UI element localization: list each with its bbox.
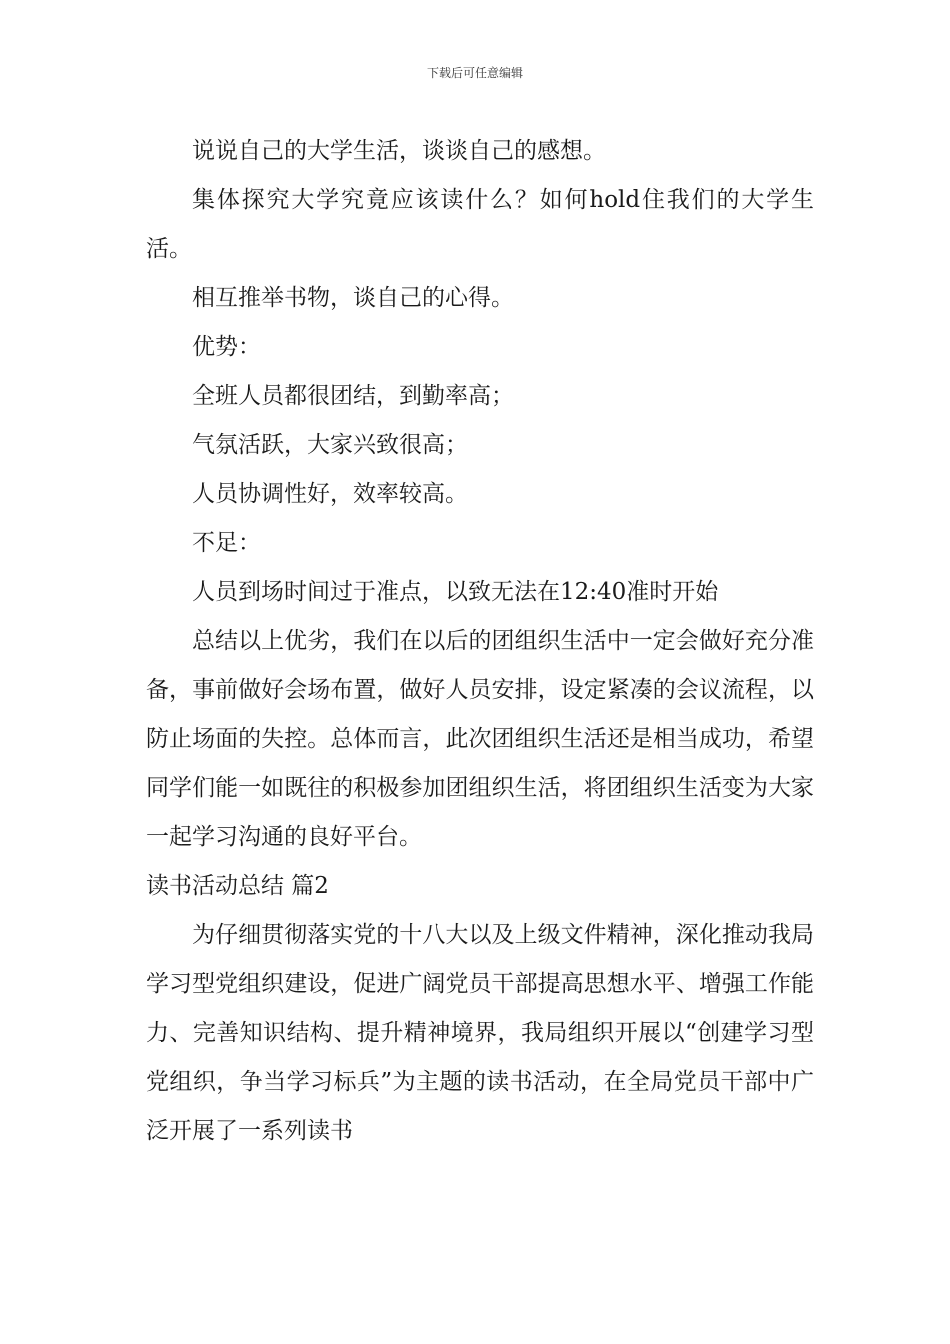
heading-advantages: 优势： — [192, 334, 261, 360]
section-title: 读书活动总结 篇2 — [146, 873, 329, 899]
advantage-item-efficiency: 人员协调性好，效率较高。 — [192, 481, 468, 507]
page-header-note: 下载后可任意编辑 — [426, 66, 523, 80]
advantage-item-unity: 全班人员都很团结，到勤率高； — [192, 383, 514, 409]
document-body — [146, 127, 814, 1156]
paragraph-book-recommend: 相互推举书物，谈自己的心得。 — [192, 285, 514, 311]
paragraph-university-life: 说说自己的大学生活，谈谈自己的感想。 — [192, 138, 606, 164]
advantage-item-atmosphere: 气氛活跃，大家兴致很高； — [192, 432, 468, 458]
shortcoming-item-punctuality: 人员到场时间过于准点，以致无法在12:40准时开始 — [192, 579, 719, 605]
heading-shortcomings: 不足： — [192, 530, 261, 556]
paragraph-reading-activity: 为仔细贯彻落实党的十八大以及上级文件精神，深化推动我局学习型党组织建设，促进广阔党员干部提高思想水平、增强工作能力、完善知识结构、提升精神境界，我局组织开展以“创建学习型党组织，争当学习标兵”为主题的读书活动，在全局党员干部中广泛开展了一系列读书 — [146, 922, 814, 1144]
paragraph-summary: 总结以上优劣，我们在以后的团组织生活中一定会做好充分准备，事前做好会场布置，做好人员安排，设定紧凑的会议流程，以防止场面的失控。总体而言，此次团组织生活还是相当成功，希望同学们能一如既往的积极参加团组织生活，将团组织生活变为大家一起学习沟通的良好平台。 — [146, 628, 814, 850]
paragraph-discussion-topic: 集体探究大学究竟应该读什么？如何hold住我们的大学生活。 — [146, 187, 814, 262]
